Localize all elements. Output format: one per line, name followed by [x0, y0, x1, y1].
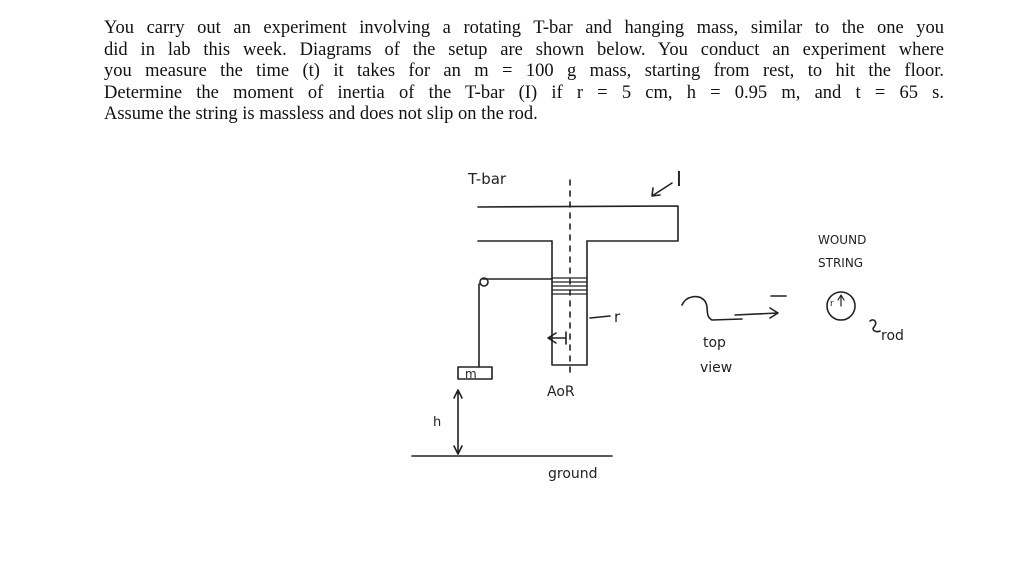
mass-label: m — [465, 367, 477, 381]
rod-label: rod — [881, 328, 904, 344]
axis-label: AoR — [547, 384, 575, 400]
height-label: h — [433, 415, 442, 430]
top-view-label-1: top — [703, 335, 726, 351]
wound-label-2: STRING — [818, 256, 864, 270]
tbar-label: T-bar — [468, 170, 507, 188]
radius-label: r — [614, 308, 621, 326]
inertia-label: I — [676, 167, 682, 191]
radius-marker — [548, 316, 610, 344]
problem-line: Determine the moment of inertia of the T-bar (I) if r = 5 cm, h = 0.95 m, and t = 65 s. — [104, 82, 944, 103]
problem-line: You carry out an experiment involving a rotating T-bar and hanging mass, similar to the one you — [104, 18, 944, 38]
problem-line: you measure the time (t) it takes for an m = 100 g mass, starting from rest, to hit the floor. — [104, 61, 944, 81]
wound-label-1: WOUND — [818, 233, 867, 247]
top-view-arrow — [682, 296, 786, 320]
top-view-label-2: view — [700, 360, 733, 376]
problem-line: did in lab this week. Diagrams of the setup are shown below. You conduct an experiment where — [104, 39, 944, 60]
tbar-crossbar — [478, 206, 678, 241]
inertia-arrow — [652, 183, 672, 196]
height-arrow — [454, 390, 462, 454]
ground-label: ground — [548, 466, 598, 482]
top-view-radius — [838, 295, 844, 306]
top-view-radius-label: r — [830, 299, 834, 309]
problem-line: Assume the string is massless and does not slip on the rod. — [104, 104, 538, 124]
rod-pointer — [870, 320, 880, 332]
